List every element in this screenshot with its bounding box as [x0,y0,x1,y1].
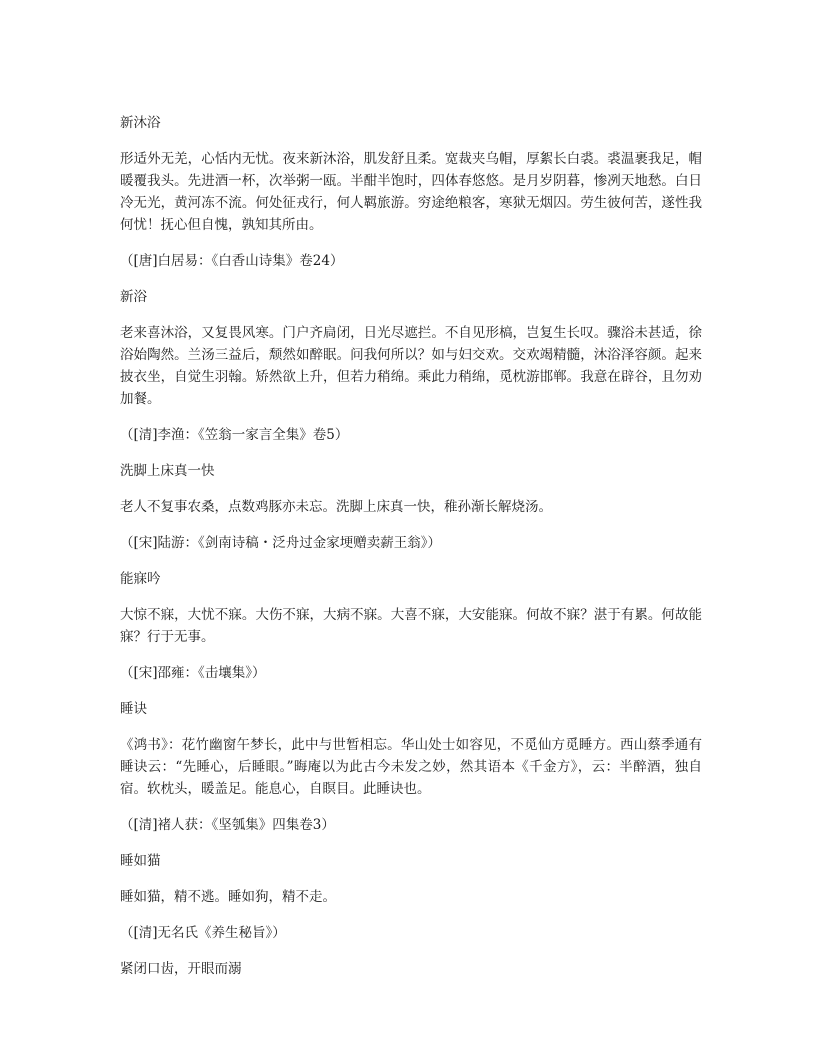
entry-source: （[清]李渔：《笠翁一家言全集》卷5） [120,427,349,443]
entry-sleep-poem [120,568,702,684]
entry-title: 洗脚上床真一快 [120,463,215,479]
entry-body: 形适外无羌，心恬内无忧。夜来新沐浴，肌发舒且柔。宽裁夹乌帽，厚絮长白裘。裘温裹我足，帽暖覆我头。先进酒一杯，次举粥一瓯。半酣半饱时，四体春悠悠。是月岁阴暮，惨冽天地愁。白日冷无光，黄河冻不流。何处征戎行，何人羁旅游。穷途绝粮客，寒狱无烟囚。劳生彼何苦，遂性我何忧！抚心但自愧，孰知其所由。 [120,151,702,233]
entry-body: 睡如猫，精不逃。睡如狗，精不走。 [120,889,336,905]
entry-sleep-like-cat [120,850,702,944]
entry-source: （[清]无名氏《养生秘旨》） [120,925,286,941]
trailing-entry-title: 紧闭口齿，开眼而溺 [120,961,242,977]
entry-body: 老人不复事农桑，点数鸡豚亦未忘。洗脚上床真一快，稚孙渐长解烧汤。 [120,499,552,515]
entry-new-bath [120,112,702,272]
entry-title: 睡诀 [120,701,147,717]
entry-title: 新沐浴 [120,115,161,131]
entry-source: （[清]褚人获：《坚瓠集》四集卷3） [120,817,335,833]
entry-title: 能寐吟 [120,571,161,587]
document-page [120,112,702,994]
entry-wash-feet [120,460,702,554]
entry-body: 老来喜沐浴，又复畏风寒。门户齐扃闭，日光尽遮拦。不自见形槁，岂复生长叹。骤浴未甚适，徐浴始陶然。兰汤三益后，颓然如醉眠。问我何所以？如与妇交欢。交欢竭精髓，沐浴泽容颜。起来披衣坐，自觉生羽翰。矫然欲上升，但若力稍绵。乘此力稍绵，觅枕游邯郸。我意在辟谷，且勿劝加餐。 [120,325,702,407]
entry-bath [120,286,702,446]
entry-source: （[宋]邵雍：《击壤集》） [120,665,266,681]
entry-source: （[唐]白居易：《白香山诗集》卷24） [120,253,344,269]
entry-title: 新浴 [120,289,147,305]
entry-body: 《鸿书》：花竹幽窗午梦长，此中与世暂相忘。华山处士如容见，不觅仙方觅睡方。西山蔡季通有睡诀云：“先睡心，后睡眼。”晦庵以为此古今未发之妙，然其语本《千金方》，云：半醉酒，独自宿。软枕头，暖盖足。能息心，自瞑目。此睡诀也。 [120,737,702,797]
entry-sleep-secret [120,698,702,836]
entry-body: 大惊不寐，大忧不寐。大伤不寐，大病不寐。大喜不寐，大安能寐。何故不寐？湛于有累。何故能寐？行于无事。 [120,607,702,645]
entry-source: （[宋]陆游：《剑南诗稿・泛舟过金家埂赠卖薪王翁》） [120,535,442,551]
entry-title: 睡如猫 [120,853,161,869]
